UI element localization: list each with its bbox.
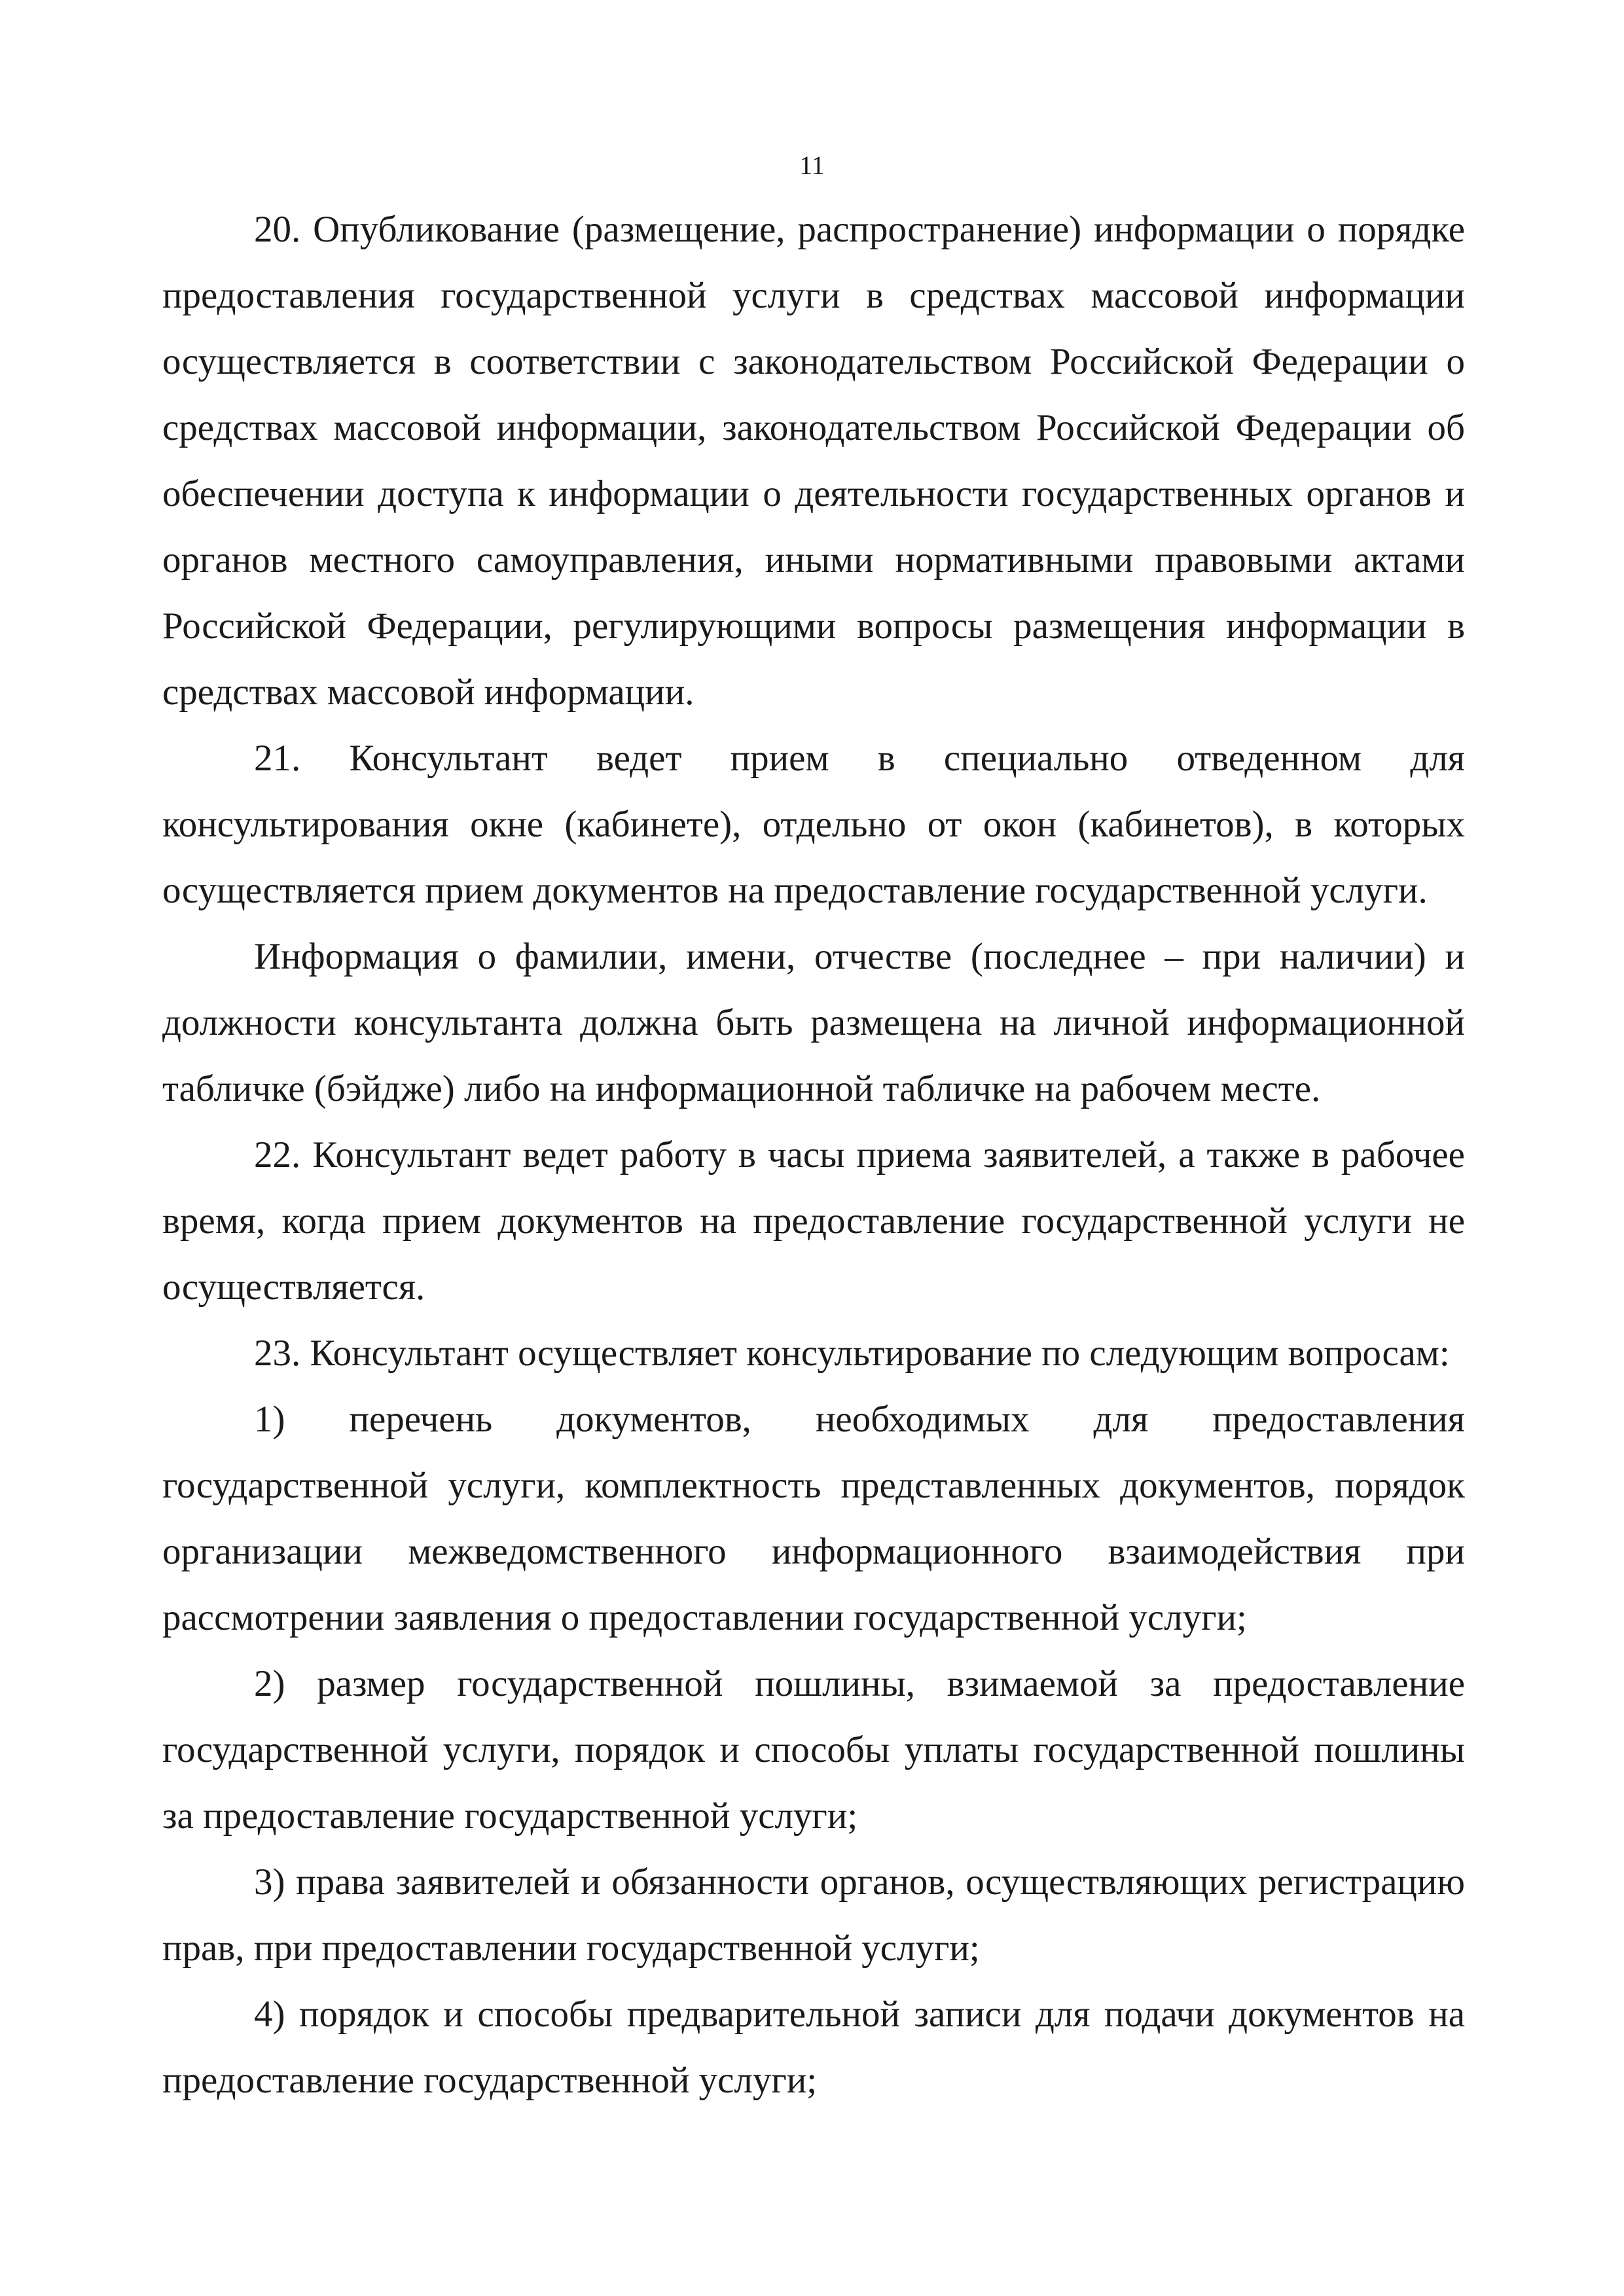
document-body (162, 196, 1465, 2113)
list-item-4: 4) порядок и способы предварительной записи для подачи документов на предоставление государственной услуги; (162, 1994, 1465, 2101)
paragraph-21: 21. Консультант ведет прием в специально отведенном для консультирования окне (кабинете), отдельно от окон (кабинетов), в которых осуществляется прием документов на предоставление государственной услуги. (162, 738, 1465, 911)
list-item-2: 2) размер государственной пошлины, взимаемой за предоставление государственной услуги, порядок и способы уплаты государственной пошлины за предоставление государственной услуги; (162, 1663, 1465, 1837)
paragraph-23: 23. Консультант осуществляет консультирование по следующим вопросам: (254, 1333, 1450, 1374)
list-item-1: 1) перечень документов, необходимых для предоставления государственной услуги, комплектность представленных документов, порядок организации межведомственного информационного взаимодействия при рассмотрении заявления о предоставлении государственной услуги; (162, 1399, 1465, 1638)
paragraph-22: 22. Консультант ведет работу в часы приема заявителей, а также в рабочее время, когда прием документов на предоставление государственной услуги не осуществляется. (162, 1134, 1465, 1308)
paragraph-20: 20. Опубликование (размещение, распространение) информации о порядке предоставления государственной услуги в средствах массовой информации осуществляется в соответствии с законодательством Российской Федерации о средствах массовой информации, законодательством Российской Федерации об обеспечении доступа к информации о деятельности государственных органов и органов местного самоуправления, иными нормативными правовыми актами Российской Федерации, регулирующими вопросы размещения информации в средствах массовой информации. (162, 209, 1465, 713)
paragraph-21-info: Информация о фамилии, имени, отчестве (последнее – при наличии) и должности консультанта должна быть размещена на личной информационной табличке (бэйдже) либо на информационной табличке на рабочем месте. (162, 936, 1465, 1109)
page-number: 11 (799, 151, 825, 180)
list-item-3: 3) права заявителей и обязанности органов, осуществляющих регистрацию прав, при предоставлении государственной услуги; (162, 1861, 1465, 1969)
